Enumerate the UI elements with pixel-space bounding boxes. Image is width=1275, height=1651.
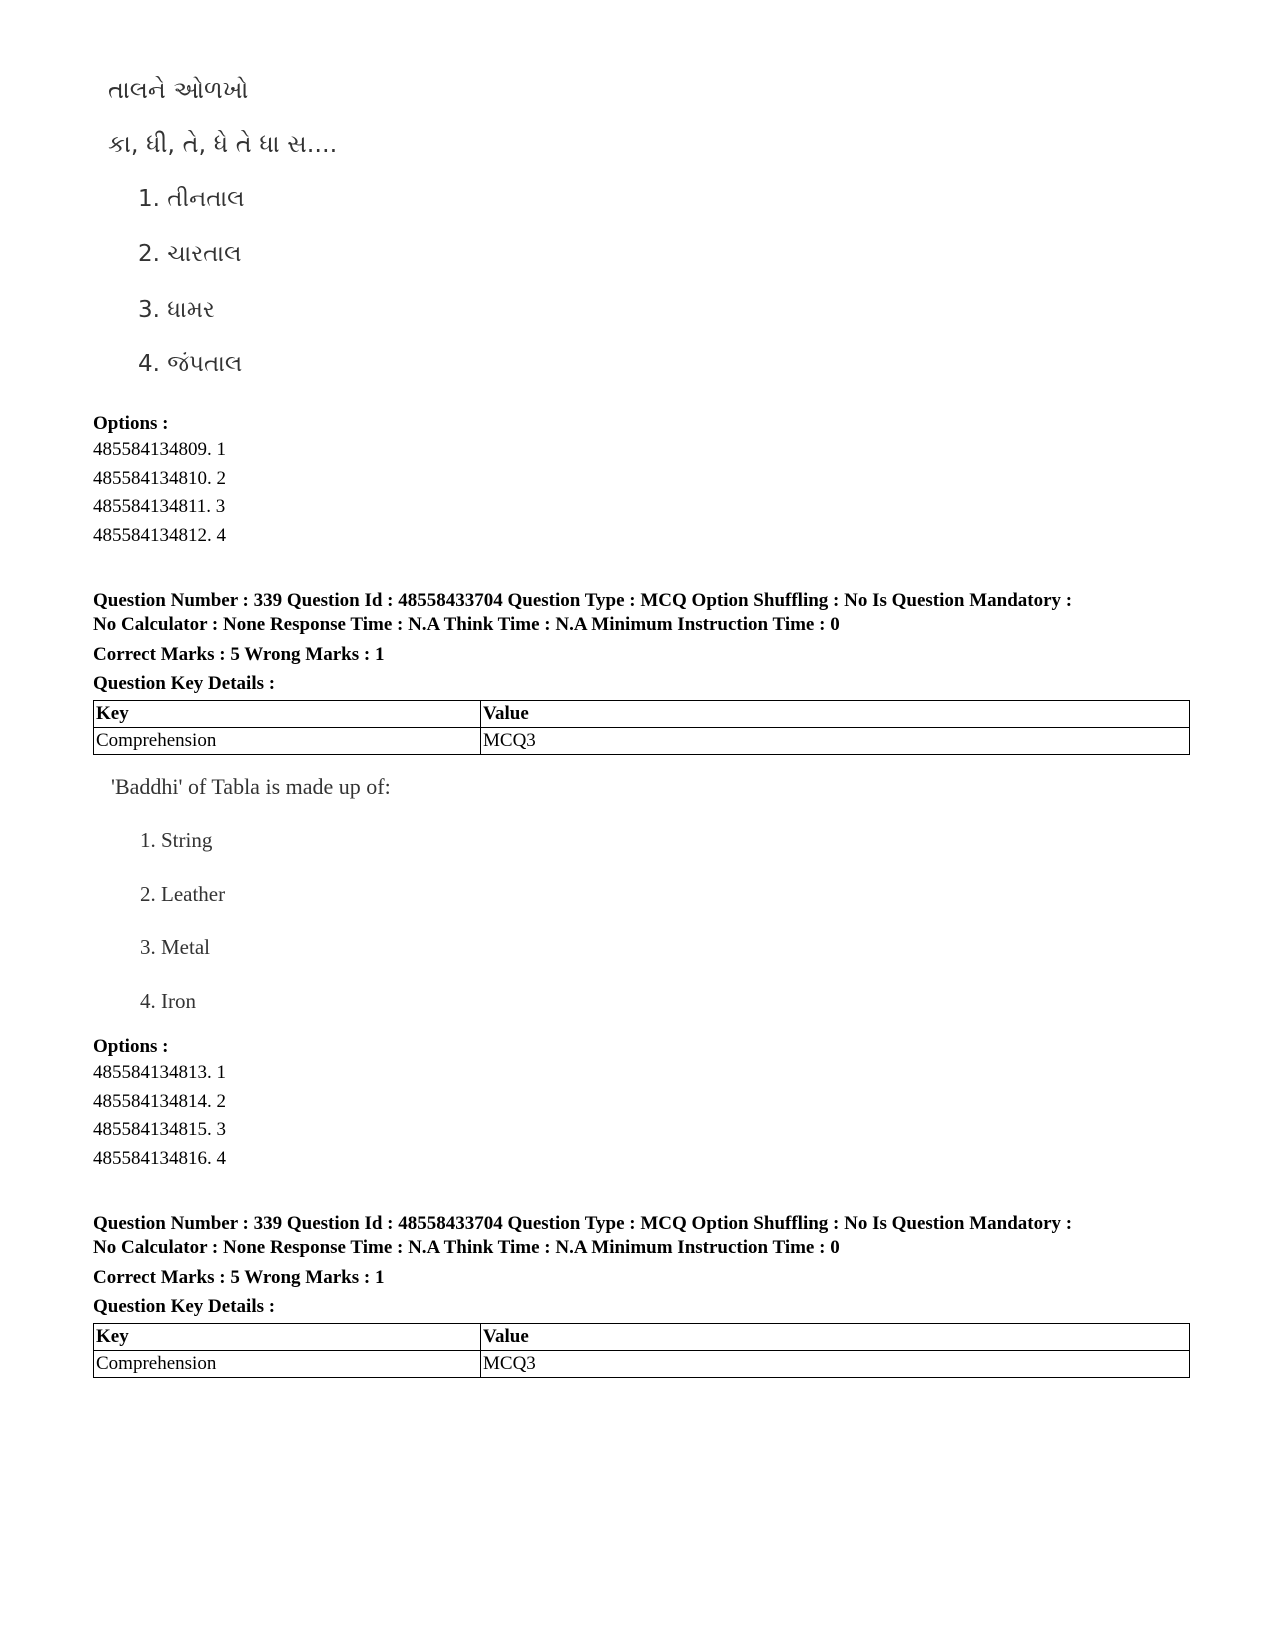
table-header: Key [94,1324,481,1351]
question-choice: 3. Metal [140,935,210,959]
options-list [93,1059,226,1173]
option-item: 485584134813. 1 [93,1062,226,1083]
table-cell: Comprehension [94,1351,481,1378]
table-header-row [94,1324,1190,1351]
marks-line: Correct Marks : 5 Wrong Marks : 1 [93,1267,385,1288]
table-cell: MCQ3 [481,728,1190,755]
question-meta-line: Question Number : 339 Question Id : 48558433704 Question Type : MCQ Option Shuffling : No Is Question Mandatory : [93,1213,1073,1234]
table-header-row [94,701,1190,728]
question-meta-line: No Calculator : None Response Time : N.A Think Time : N.A Minimum Instruction Time : 0 [93,1237,840,1258]
option-item: 485584134810. 2 [93,467,226,489]
question-choice: 2. ચારતાલ [138,241,242,267]
table-row [94,1351,1190,1378]
options-label: Options : [93,1036,169,1057]
question-choice: 1. તીનતાલ [138,186,245,212]
question-title: 'Baddhi' of Tabla is made up of: [111,774,391,799]
key-details-label: Question Key Details : [93,1296,276,1317]
question-meta-line: Question Number : 339 Question Id : 48558433704 Question Type : MCQ Option Shuffling : No Is Question Mandatory : [93,590,1073,611]
question-choice: 4. જંપતાલ [138,351,243,377]
table-row [94,728,1190,755]
table-header: Value [481,1324,1190,1351]
options-label: Options : [93,413,169,434]
question-title: તાલને ઓળખો [108,76,249,104]
question-meta-line: No Calculator : None Response Time : N.A Think Time : N.A Minimum Instruction Time : 0 [93,614,840,635]
question-choice: 3. ધામર [138,297,215,323]
option-item: 485584134812. 4 [93,524,226,546]
key-details-table [93,1323,1190,1378]
question-choice: 4. Iron [140,989,196,1013]
question-meta [93,589,1183,637]
question-meta [93,1212,1183,1260]
table-header: Value [481,701,1190,728]
marks-line: Correct Marks : 5 Wrong Marks : 1 [93,644,385,665]
question-choice: 2. Leather [140,882,226,906]
option-item: 485584134816. 4 [93,1147,226,1169]
option-item: 485584134811. 3 [93,496,226,517]
table-cell: Comprehension [94,728,481,755]
question-choice: 1. String [140,828,213,852]
options-list [93,436,226,550]
option-item: 485584134809. 1 [93,439,226,460]
table-cell: MCQ3 [481,1351,1190,1378]
table-header: Key [94,701,481,728]
option-item: 485584134815. 3 [93,1119,226,1140]
option-item: 485584134814. 2 [93,1090,226,1112]
key-details-label: Question Key Details : [93,673,276,694]
question-text: કા, ધી, તે, ધે તે ધા સ.... [108,130,338,158]
key-details-table [93,700,1190,755]
